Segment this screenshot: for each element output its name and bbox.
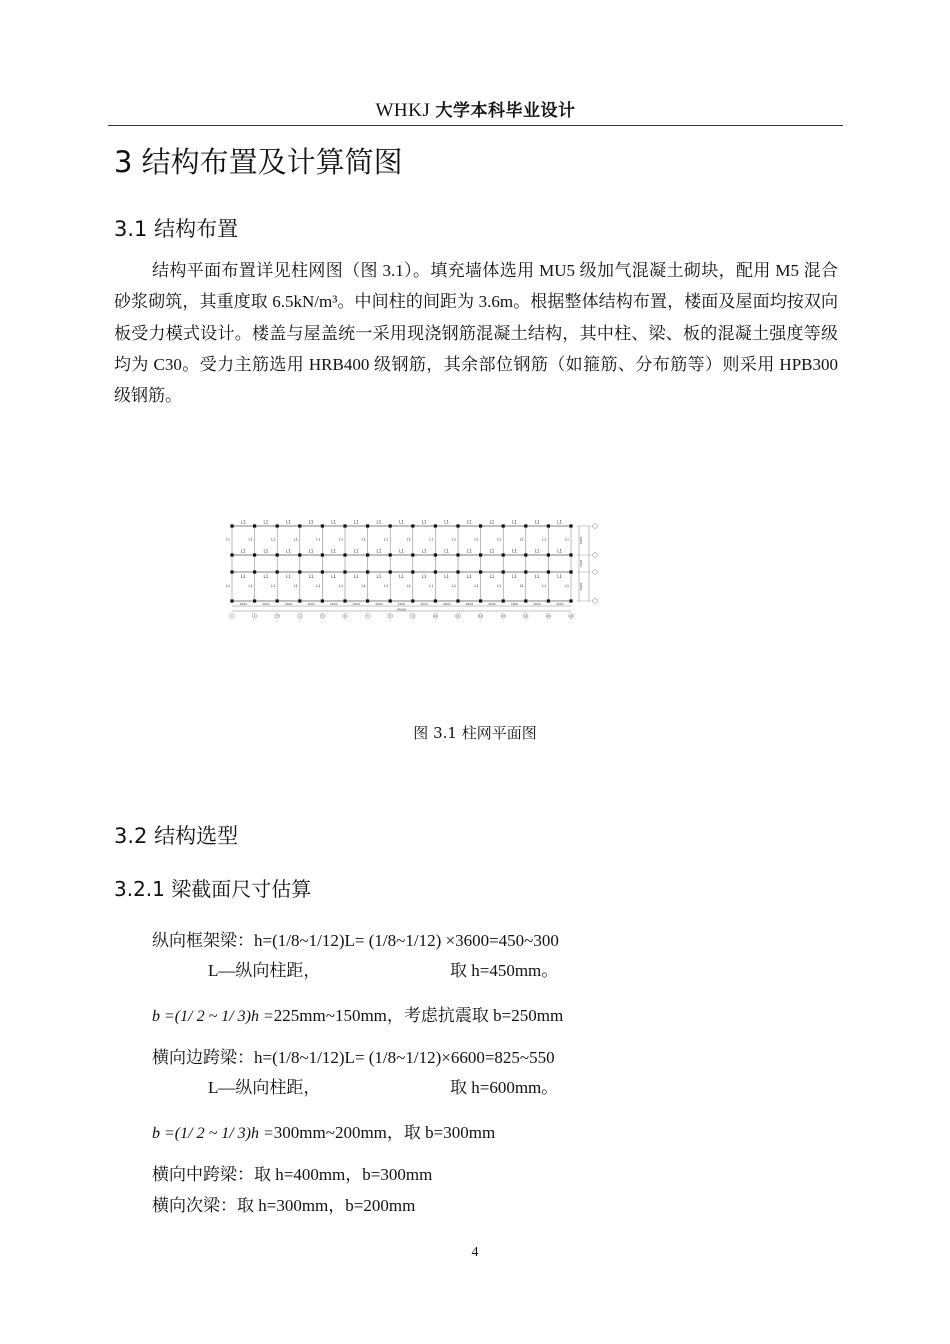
axis-number: 7: [366, 615, 369, 619]
beam-label: L1: [421, 548, 427, 554]
transverse-edge-beam-height: 横向边跨梁：h=(1/8~1/12)L= (1/8~1/12)×6600=825~550: [152, 1048, 555, 1067]
beam-label: L1: [353, 548, 359, 554]
beam-label: L1: [444, 574, 450, 579]
column-marker: [569, 599, 572, 602]
beam-label: L1: [444, 519, 450, 525]
span-dimension-label: 3600: [510, 602, 519, 606]
beam-label-vertical: L1: [384, 537, 389, 542]
section-3-1-paragraph: 结构平面布置详见柱网图（图 3.1）。填充墙体选用 MU5 级加气混凝土砌块，配用 M5 混合砂浆砌筑，其重度取 6.5kN/m³。中间柱的间距为 3.6m。根据整体结构布置，楼面及屋面均按双向板受力模式设计。楼盖与屋盖统一采用现浇钢筋混凝土结构，其中柱、梁、板的混凝土强度等级均为 C30。受力主筋选用 HRB400 级钢筋，其余部位钢筋（如箍筋、分布筋等）则采用 HPB300 级钢筋。: [114, 261, 838, 406]
column-marker: [321, 553, 324, 556]
beam-label-vertical: L1: [225, 537, 231, 542]
span-dimension-label: 3600: [307, 602, 315, 606]
column-marker: [547, 553, 550, 556]
beam-label: L1: [444, 548, 450, 554]
beam-label-vertical: L1: [519, 584, 524, 588]
beam-label-vertical: L1: [316, 584, 321, 588]
span-dimension-label: 3600: [397, 602, 406, 606]
beam-label: L1: [557, 574, 563, 579]
axis-bubble-side: [593, 524, 598, 529]
span-dimension-label: 3600: [488, 602, 496, 606]
axis-number: 5: [321, 615, 324, 619]
column-marker: [569, 553, 572, 556]
span-dimension-label: 3600: [533, 602, 541, 606]
column-marker: [547, 570, 550, 573]
axis-number: 15: [546, 615, 551, 619]
width-result: 225mm~150mm，考虑抗震取 b=250mm: [273, 1006, 564, 1025]
column-grid-plan-figure: [218, 515, 583, 623]
beam-label: L1: [263, 574, 269, 579]
beam-label-vertical: L1: [406, 537, 411, 542]
column-marker: [321, 524, 324, 527]
column-marker: [456, 599, 459, 602]
column-marker: [276, 553, 279, 556]
transverse-edge-beam-h-choice: 取 h=600mm。: [450, 1078, 559, 1097]
beam-label-vertical: L1: [564, 584, 570, 588]
axis-number: 13: [501, 615, 505, 619]
beam-label: L1: [286, 548, 291, 554]
beam-label-vertical: L1: [429, 537, 434, 542]
column-marker: [479, 524, 482, 527]
transverse-middle-beam: 横向中跨梁：取 h=400mm，b=300mm: [152, 1165, 433, 1184]
column-marker: [366, 599, 369, 602]
column-marker: [230, 553, 233, 556]
beam-label-vertical: L1: [497, 537, 502, 542]
beam-label-vertical: L1: [384, 584, 389, 588]
subsection-title-3-2-1: 3.2.1 梁截面尺寸估算: [114, 877, 312, 901]
beam-label-vertical: L1: [316, 537, 321, 542]
beam-label: L1: [376, 574, 382, 579]
column-marker: [456, 524, 459, 527]
column-marker: [524, 553, 527, 556]
column-marker: [411, 570, 414, 573]
beam-label: L1: [240, 519, 246, 525]
beam-label-vertical: L1: [271, 584, 276, 588]
column-marker: [434, 599, 437, 602]
column-marker: [230, 599, 233, 602]
beam-label: L1: [399, 519, 404, 525]
beam-label-vertical: L1: [451, 537, 457, 542]
width-formula: b =(1/ 2 ~ 1/ 3)h =: [152, 1125, 274, 1142]
axis-number: 4: [298, 615, 301, 619]
beam-label: L1: [263, 519, 269, 525]
column-marker: [343, 570, 346, 573]
column-marker: [456, 553, 459, 556]
beam-label: L1: [331, 519, 337, 525]
beam-label-vertical: L1: [474, 584, 479, 588]
transverse-secondary-beam: 横向次梁：取 h=300mm，b=200mm: [152, 1196, 416, 1215]
longitudinal-beam-height: 纵向框架梁：h=(1/8~1/12)L= (1/8~1/12) ×3600=450~300: [152, 931, 559, 950]
column-marker: [502, 570, 505, 573]
beam-label: L1: [466, 519, 472, 525]
beam-label-vertical: L1: [338, 537, 344, 542]
longitudinal-beam-note: L—纵向柱距，: [208, 961, 321, 980]
span-dimension-label: 3600: [420, 602, 428, 606]
beam-label: L1: [308, 548, 314, 554]
column-marker: [524, 570, 527, 573]
beam-label: L1: [557, 548, 563, 554]
column-marker: [524, 599, 527, 602]
beam-label: L1: [512, 519, 517, 525]
axis-number: 3: [276, 615, 279, 619]
column-marker: [298, 553, 301, 556]
column-marker: [502, 524, 505, 527]
column-marker: [434, 570, 437, 573]
column-marker: [479, 570, 482, 573]
beam-label-vertical: L1: [225, 584, 231, 588]
beam-label: L1: [353, 574, 359, 579]
beam-label: L1: [331, 574, 337, 579]
width-formula: b =(1/ 2 ~ 1/ 3)h =: [152, 1008, 274, 1025]
header-school-code: WHKJ: [375, 100, 436, 121]
axis-number: 10: [433, 615, 438, 619]
column-marker: [456, 570, 459, 573]
column-marker: [524, 524, 527, 527]
column-marker: [366, 570, 369, 573]
axis-bubble-side: [593, 553, 598, 558]
column-marker: [298, 599, 301, 602]
span-dimension-label: 3600: [555, 602, 564, 606]
span-dimension-label: 3600: [262, 602, 270, 606]
figure-caption: 图 3.1 柱网平面图: [413, 724, 537, 742]
axis-number: 1: [231, 615, 233, 619]
right-dimension-label: 6600: [579, 582, 583, 591]
section-title-3-2: 3.2 结构选型: [114, 824, 239, 848]
column-marker: [547, 524, 550, 527]
beam-label-vertical: L1: [248, 584, 253, 588]
column-marker: [253, 599, 256, 602]
beam-label: L1: [534, 548, 540, 554]
column-marker: [411, 524, 414, 527]
beam-label-vertical: L1: [497, 584, 502, 588]
column-marker: [411, 599, 414, 602]
axis-number: 8: [389, 615, 392, 619]
beam-label: L1: [466, 574, 472, 579]
beam-label: L1: [263, 548, 269, 554]
column-marker: [366, 553, 369, 556]
axis-number: 16: [569, 615, 573, 619]
column-marker: [366, 524, 369, 527]
column-marker: [479, 599, 482, 602]
column-marker: [434, 553, 437, 556]
beam-label: L1: [421, 519, 427, 525]
beam-label: L1: [512, 548, 517, 554]
column-marker: [321, 599, 324, 602]
beam-label: L1: [376, 548, 382, 554]
beam-label-vertical: L1: [542, 584, 547, 588]
column-marker: [389, 599, 392, 602]
span-dimension-label: 3600: [329, 602, 338, 606]
beam-label-vertical: L1: [542, 537, 547, 542]
beam-label-vertical: L1: [293, 584, 298, 588]
longitudinal-beam-width: [152, 1001, 563, 1026]
column-marker: [298, 524, 301, 527]
beam-label: L1: [399, 574, 404, 579]
section-title-3-1: 3.1 结构布置: [114, 217, 239, 241]
beam-label-vertical: L1: [271, 537, 276, 542]
column-marker: [321, 570, 324, 573]
beam-label: L1: [331, 548, 337, 554]
beam-label-vertical: L1: [451, 584, 457, 588]
axis-number: 14: [524, 615, 528, 619]
column-marker: [389, 553, 392, 556]
column-marker: [253, 553, 256, 556]
axis-number: 11: [456, 615, 460, 619]
beam-label: L1: [489, 548, 495, 554]
axis-number: 2: [253, 615, 256, 619]
beam-label: L1: [466, 548, 472, 554]
beam-label-vertical: L1: [564, 537, 570, 542]
beam-label-vertical: L1: [361, 584, 366, 588]
header-rule: [108, 125, 843, 126]
header-title: 大学本科毕业设计: [435, 101, 576, 121]
beam-label: L1: [512, 574, 517, 579]
beam-label: L1: [286, 519, 291, 525]
beam-label: L1: [308, 519, 314, 525]
width-result: 300mm~200mm，取 b=300mm: [273, 1123, 496, 1142]
beam-label-vertical: L1: [361, 537, 366, 542]
span-dimension-label: 3600: [352, 602, 361, 606]
column-marker: [253, 570, 256, 573]
column-marker: [276, 570, 279, 573]
column-marker: [569, 524, 572, 527]
column-marker: [434, 524, 437, 527]
column-marker: [479, 553, 482, 556]
axis-number: 9: [411, 615, 414, 619]
overall-dimension-label: 54000: [396, 607, 407, 612]
span-dimension-label: 3600: [465, 602, 474, 606]
beam-label-vertical: L1: [338, 584, 344, 588]
column-marker: [502, 599, 505, 602]
column-marker: [276, 599, 279, 602]
beam-label-vertical: L1: [429, 584, 434, 588]
column-marker: [569, 570, 572, 573]
column-marker: [502, 553, 505, 556]
column-marker: [547, 599, 550, 602]
beam-label: L1: [421, 574, 427, 579]
axis-number: 6: [344, 615, 346, 619]
column-marker: [389, 570, 392, 573]
right-dimension-label: 2400: [579, 559, 583, 568]
axis-number: 12: [478, 615, 483, 619]
column-marker: [230, 524, 233, 527]
column-marker: [343, 553, 346, 556]
beam-label: L1: [399, 548, 404, 554]
column-marker: [276, 524, 279, 527]
column-marker: [389, 524, 392, 527]
beam-label: L1: [240, 574, 246, 579]
running-header: [108, 96, 843, 122]
column-marker: [253, 524, 256, 527]
beam-label-vertical: L1: [406, 584, 411, 588]
beam-label-vertical: L1: [519, 537, 524, 542]
beam-label: L1: [534, 574, 540, 579]
beam-label: L1: [489, 574, 495, 579]
beam-label: L1: [240, 548, 246, 554]
beam-label: L1: [489, 519, 495, 525]
beam-label: L1: [534, 519, 540, 525]
beam-label: L1: [353, 519, 359, 525]
beam-label-vertical: L1: [248, 537, 253, 542]
page-number: 4: [471, 1245, 479, 1260]
column-marker: [298, 570, 301, 573]
beam-label: L1: [376, 519, 382, 525]
span-dimension-label: 3600: [284, 602, 293, 606]
axis-bubble-side: [593, 570, 598, 575]
span-dimension-label: 3600: [375, 602, 383, 606]
column-marker: [230, 570, 233, 573]
right-dimension-label: 6600: [579, 536, 583, 545]
longitudinal-beam-h-choice: 取 h=450mm。: [450, 961, 559, 980]
beam-label: L1: [308, 574, 314, 579]
span-dimension-label: 3600: [442, 602, 451, 606]
beam-label-vertical: L1: [293, 537, 298, 542]
beam-label: L1: [557, 519, 563, 525]
column-marker: [411, 553, 414, 556]
beam-label: L1: [286, 574, 291, 579]
transverse-edge-beam-width: [152, 1118, 495, 1143]
chapter-title: 3 结构布置及计算简图: [114, 145, 403, 179]
beam-label-vertical: L1: [474, 537, 479, 542]
column-marker: [343, 599, 346, 602]
axis-bubble-side: [593, 599, 598, 604]
span-dimension-label: 3600: [239, 602, 248, 606]
transverse-edge-beam-note: L—纵向柱距，: [208, 1078, 321, 1097]
column-marker: [343, 524, 346, 527]
